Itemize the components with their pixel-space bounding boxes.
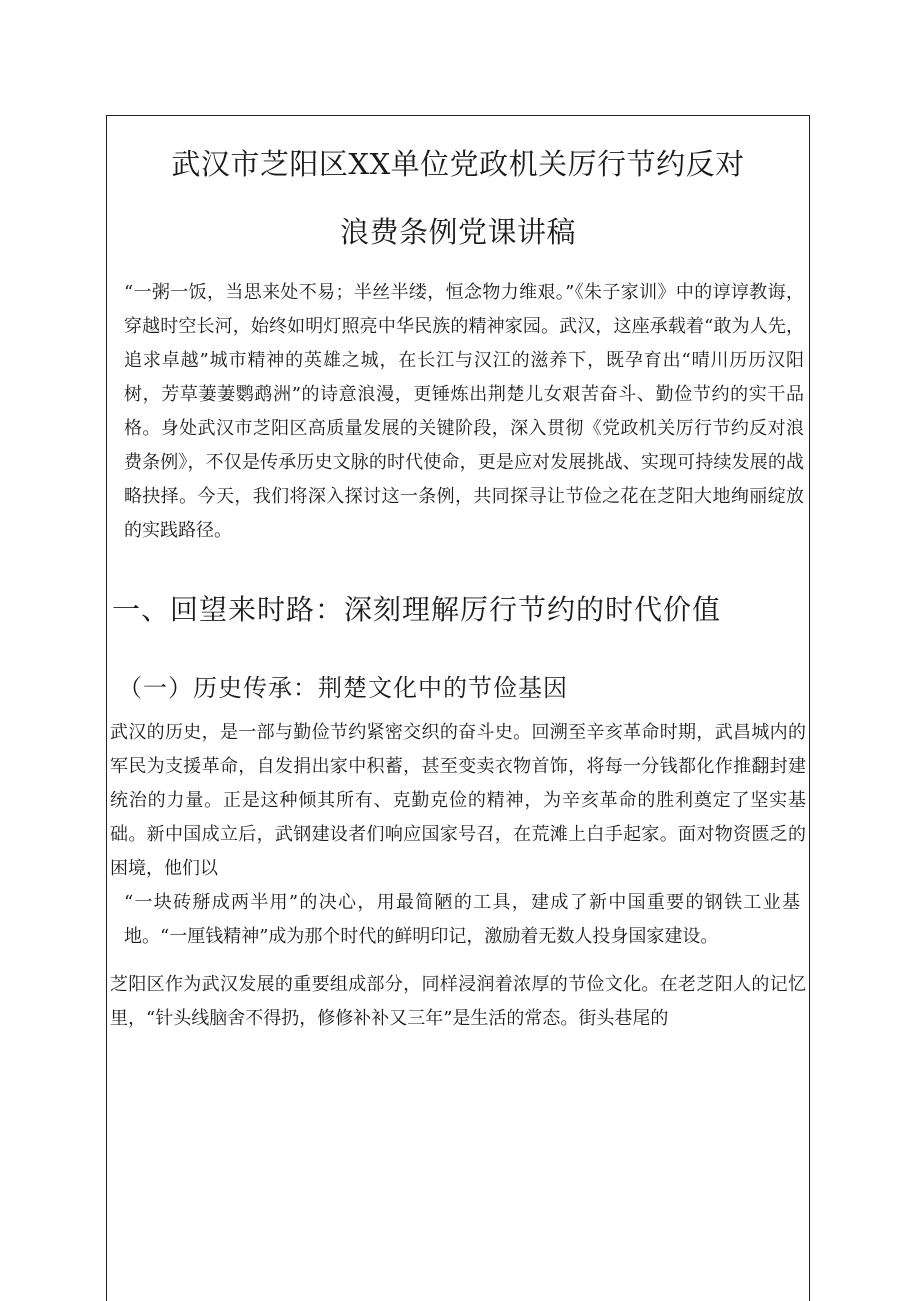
body-paragraph-2: “一块砖掰成两半用”的决心，用最简陋的工具，建成了新中国重要的钢铁工业基地。“一厘钱精神”成为那个时代的鲜明印记，激励着无数人投身国家建设。: [124, 892, 800, 947]
document-title-line-2: 浪费条例党课讲稿: [339, 215, 576, 249]
subsection-heading-1: （一）历史传承：荆楚文化中的节俭基因: [118, 674, 568, 702]
document-body: [110, 130, 806, 1036]
section-heading-1: 一、回望来时路：深刻理解厉行节约的时代价值: [112, 593, 722, 626]
document-title-line-1: 武汉市芝阳区XX单位党政机关厉行节约反对: [171, 147, 745, 181]
body-paragraph-1: 武汉的历史，是一部与勤俭节约紧密交织的奋斗史。回溯至辛亥革命时期，武昌城内的军民为支援革命，自发捐出家中积蓄，甚至变卖衣物首饰，将每一分钱都化作推翻封建统治的力量。正是这种倾其所有、克勤克俭的精神，为辛亥革命的胜利奠定了坚实基础。新中国成立后，武钢建设者们响应国家号召，在荒滩上白手起家。面对物资匮乏的困境，他们以: [110, 722, 806, 879]
intro-paragraph: “一粥一饭，当思来处不易；半丝半缕，恒念物力维艰。”《朱子家训》中的谆谆教诲，穿越时空长河，始终如明灯照亮中华民族的精神家园。武汉，这座承载着“敢为人先，追求卓越”城市精神的英雄之城，在长江与汉江的滋养下，既孕育出“晴川历历汉阳树，芳草萋萋鹦鹉洲”的诗意浪漫，更锤炼出荆楚儿女艰苦奋斗、勤俭节约的实干品格。身处武汉市芝阳区高质量发展的关键阶段，深入贯彻《党政机关厉行节约反对浪费条例》，不仅是传承历史文脉的时代使命，更是应对发展挑战、实现可持续发展的战略抉择。今天，我们将深入探讨这一条例，共同探寻让节俭之花在芝阳大地绚丽绽放的实践路径。: [124, 282, 804, 541]
body-paragraph-3: 芝阳区作为武汉发展的重要组成部分，同样浸润着浓厚的节俭文化。在老芝阳人的记忆里，“针头线脑舍不得扔，修修补补又三年”是生活的常态。街头巷尾的: [110, 974, 806, 1029]
